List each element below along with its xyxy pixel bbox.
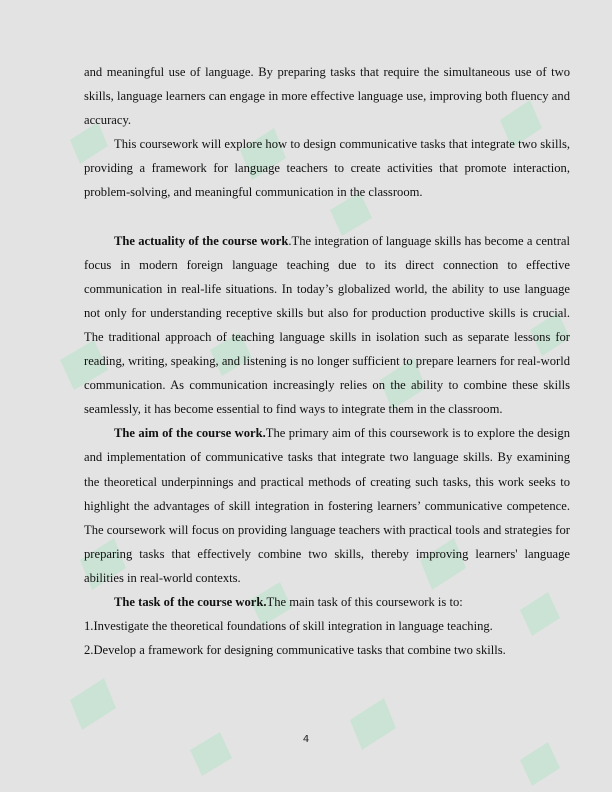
paragraph-task [84,590,570,614]
document-page [84,60,570,662]
paragraph-coursework-overview: This coursework will explore how to design communicative tasks that integrate two skills, providing a framework for language teachers to create activities that promote interaction, problem-solving, and meaningful communication in the classroom. [84,137,570,200]
actuality-heading: The actuality of the course work [114,233,289,248]
paragraph-spacer [84,205,570,229]
list-item: 1.Investigate the theoretical foundations of skill integration in language teaching. [84,619,493,634]
aim-heading: The aim of the course work. [114,426,266,441]
task-text: The main task of this coursework is to: [266,594,463,609]
actuality-text: .The integration of language skills has become a central focus in modern foreign language teaching due to its direct connection to effective communication in real-life situations. In today’s globalized world, the ability to use language not only for understanding receptive skills but also for production productive skills is crucial. The traditional approach of teaching language skills in isolation such as separate lessons for reading, writing, speaking, and listening is no longer sufficient to prepare learners for real-world communication. As communication increasingly relies on the ability to combine these skills seamlessly, it has become essential to find ways to integrate them in the classroom. [84,233,570,417]
list-item: 2.Develop a framework for designing communicative tasks that combine two skills. [84,643,506,658]
paragraph-aim [84,421,570,590]
paragraph-actuality [84,229,570,422]
paragraph-intro-continuation: and meaningful use of language. By preparing tasks that require the simultaneous use of two skills, language learners can engage in more effective language use, improving both fluency and accuracy. [84,65,570,128]
aim-text: The primary aim of this coursework is to explore the design and implementation of communicative tasks that integrate two language skills. By examining the theoretical underpinnings and practical methods of creating such tasks, this work seeks to highlight the advantages of skill integration in fostering learners’ communicative competence. The coursework will focus on providing language teachers with practical tools and strategies for preparing tasks that effectively combine two skills, thereby improving learners' language abilities in real-world contexts. [84,426,570,585]
page-number: 4 [302,734,310,745]
task-heading: The task of the course work. [114,594,267,609]
